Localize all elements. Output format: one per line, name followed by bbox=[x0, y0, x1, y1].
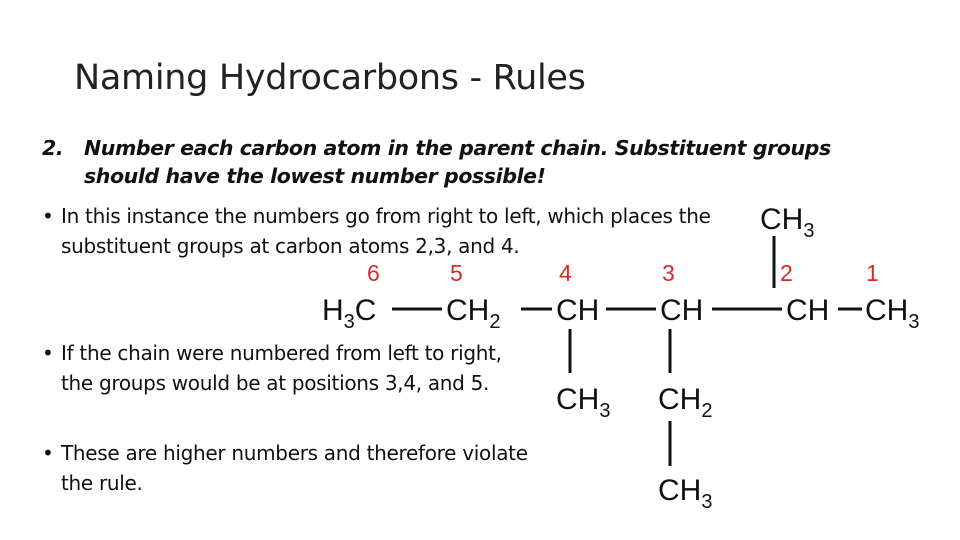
atom-c1: $CH_3$ bbox=[865, 294, 920, 333]
substituent-ethyl-ch2: $CH_2$ bbox=[658, 383, 713, 422]
carbon-number-1: 1 bbox=[866, 260, 879, 286]
substituent-methyl-top: $CH_3$ bbox=[760, 203, 815, 242]
carbon-number-2: 2 bbox=[780, 260, 793, 286]
atom-c3: CH bbox=[660, 294, 704, 327]
carbon-number-4: 4 bbox=[559, 260, 572, 286]
substituent-ethyl-ch3: $CH_3$ bbox=[658, 474, 713, 513]
carbon-number-6: 6 bbox=[367, 260, 380, 286]
bullet-text-2: If the chain were numbered from left to right, the groups would be at positions 3,4, and 5. bbox=[61, 341, 502, 395]
rule-number: 2. bbox=[42, 136, 64, 160]
bullet-dot: • bbox=[42, 341, 54, 365]
atom-c6: $H_3C$ bbox=[322, 294, 377, 333]
atom-c4: CH bbox=[556, 294, 600, 327]
bullet-dot: • bbox=[42, 204, 54, 228]
bullet-text-3: These are higher numbers and therefore violate the rule. bbox=[61, 441, 528, 495]
carbon-number-5: 5 bbox=[450, 260, 463, 286]
carbon-number-3: 3 bbox=[662, 260, 675, 286]
rule-text: Number each carbon atom in the parent chain. Substituent groups should have the lowest number possible! bbox=[84, 136, 831, 188]
substituent-methyl-c4: $CH_3$ bbox=[556, 383, 611, 422]
slide-title: Naming Hydrocarbons - Rules bbox=[74, 58, 586, 98]
atom-c5: $CH_2$ bbox=[446, 294, 501, 333]
bullet-dot: • bbox=[42, 441, 54, 465]
atom-c2: CH bbox=[786, 294, 830, 327]
bullet-text-1: In this instance the numbers go from right to left, which places the substituent groups at carbon atoms 2,3, and 4. bbox=[61, 204, 711, 258]
